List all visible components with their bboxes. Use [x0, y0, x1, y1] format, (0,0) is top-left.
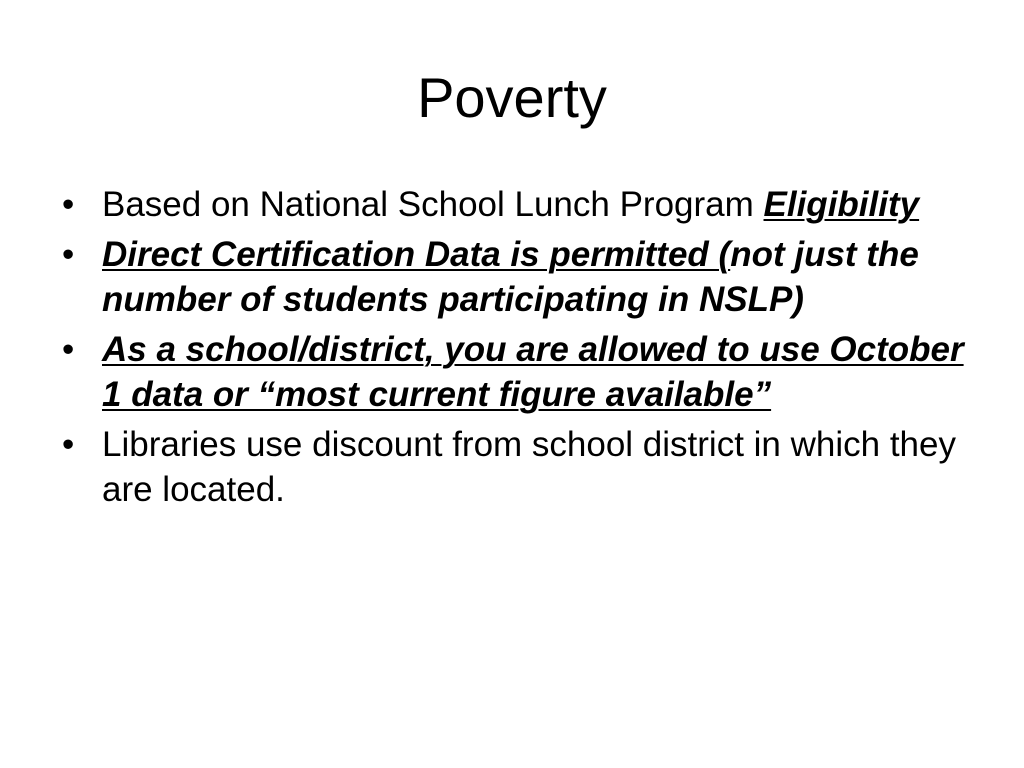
bullet-item-libraries [62, 422, 972, 512]
bullet-icon: • [62, 235, 75, 274]
slide-title: Poverty [417, 66, 607, 129]
bullet-emphasis: Direct Certification Data is permitted ( [102, 235, 731, 274]
bullet-icon: • [62, 185, 75, 224]
bullet-emphasis: Eligibility [763, 185, 920, 224]
bullet-item-direct-certification [62, 232, 972, 322]
bullet-emphasis: As a school/district, you are allowed to use October 1 data or “most current figure available” [102, 330, 964, 414]
bullet-icon: • [62, 330, 75, 369]
bullet-icon: • [62, 425, 75, 464]
bullet-text: Libraries use discount from school district in which they are located. [102, 425, 956, 509]
bullet-text: Based on National School Lunch Program [102, 185, 764, 224]
bullet-item-october-data [62, 327, 972, 417]
bullet-list [62, 182, 972, 517]
bullet-text: not just the number of students participating in NSLP) [102, 235, 919, 319]
bullet-item-lunch-program [62, 182, 972, 227]
